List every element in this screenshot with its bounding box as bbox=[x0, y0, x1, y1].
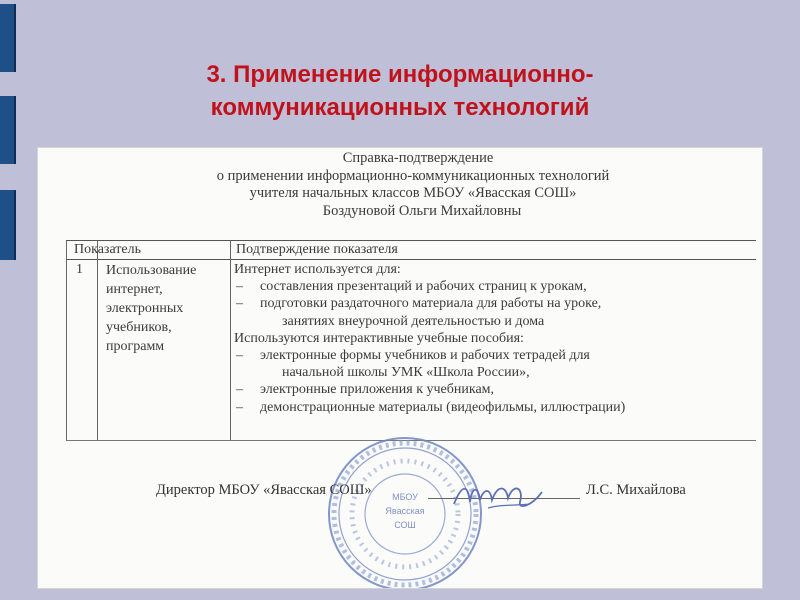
confirmation-line: – демонстрационные материалы (видеофильмы, иллюстрации) bbox=[234, 399, 754, 416]
slide-title bbox=[100, 58, 700, 124]
document-title: Справка-подтверждение bbox=[342, 150, 494, 166]
table-header-indicator: Показатель bbox=[74, 242, 141, 257]
confirmation-line: начальной школы УМК «Школа России», bbox=[282, 365, 530, 381]
document-teacher-name: Боздуновой Ольги Михайловны bbox=[322, 202, 522, 219]
slide-title-line-1: 3. Применение информационно- bbox=[206, 61, 594, 88]
table-row-number: 1 bbox=[76, 262, 83, 277]
indicator-table bbox=[66, 240, 756, 441]
svg-text:СОШ: СОШ bbox=[394, 520, 416, 530]
document-header bbox=[38, 150, 762, 220]
document-subtitle: о применении информационно-коммуникационных технологий bbox=[216, 167, 610, 184]
table-confirmation-cell bbox=[234, 261, 754, 416]
table-header-confirmation: Подтверждение показателя bbox=[236, 242, 398, 257]
svg-text:Явасская: Явасская bbox=[385, 506, 425, 516]
confirmation-line: – составления презентаций и рабочих страниц к урокам, bbox=[234, 278, 754, 295]
table-indicator-cell: Использование интернет, электронных учебников, программ bbox=[106, 263, 197, 354]
svg-text:МБОУ: МБОУ bbox=[392, 492, 418, 502]
left-bar-3 bbox=[0, 190, 16, 260]
confirmation-line: Используются интерактивные учебные пособия: bbox=[234, 330, 524, 346]
document-teacher-line: учителя начальных классов МБОУ «Явасская СОШ» bbox=[249, 185, 577, 201]
signer-name: Л.С. Михайлова bbox=[586, 482, 686, 498]
table-divider bbox=[97, 241, 98, 440]
table-header-divider bbox=[66, 259, 756, 260]
confirmation-line: занятиях внеурочной деятельностью и дома bbox=[282, 313, 545, 329]
left-bar-2 bbox=[0, 96, 16, 164]
confirmation-line: – подготовки раздаточного материала для работы на уроке, bbox=[234, 295, 754, 312]
table-divider bbox=[230, 241, 231, 440]
slide-title-line-2: коммуникационных технологий bbox=[210, 94, 590, 121]
table-divider bbox=[66, 241, 67, 440]
scanned-document bbox=[38, 148, 762, 588]
confirmation-line: Интернет используется для: bbox=[234, 262, 401, 277]
director-signature-label: Директор МБОУ «Явасская СОШ» bbox=[156, 482, 372, 498]
handwritten-signature bbox=[448, 474, 548, 518]
confirmation-line: – электронные формы учебников и рабочих тетрадей для bbox=[234, 347, 754, 364]
confirmation-line: – электронные приложения к учебникам, bbox=[234, 381, 754, 398]
left-bar-1 bbox=[0, 4, 16, 72]
